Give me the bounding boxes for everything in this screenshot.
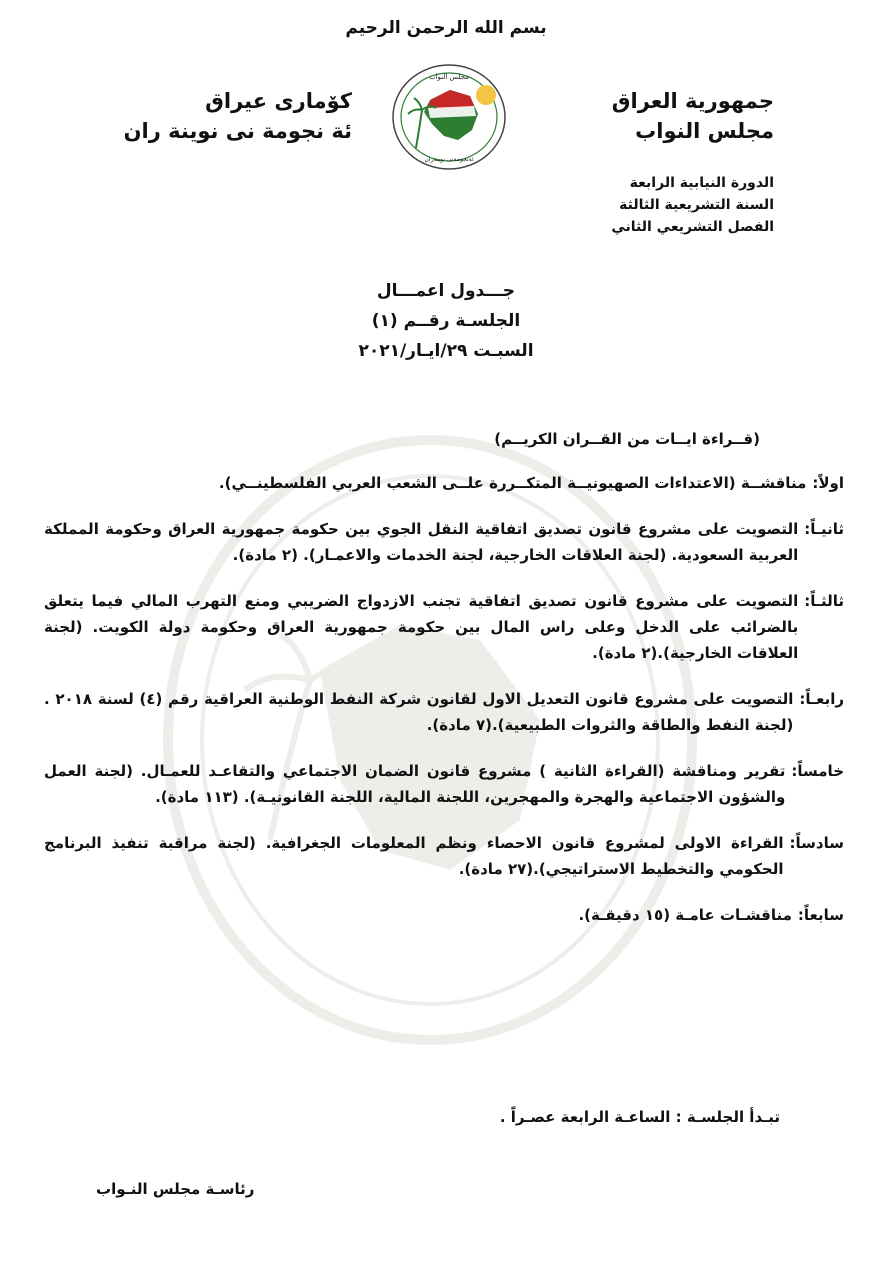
session-term: الدورة النيابية الرابعة: [629, 175, 774, 191]
agenda-item-text: التصويت على مشروع قانون التعديل الاول لقانون شركة النفط الوطنية العراقية رقم (٤) لسنة ٢٠١٨ .(لجنة النفط والطاقة والثروات الطبيعية).(٧ مادة).: [44, 690, 794, 734]
republic-name: جمهورية العراق: [611, 89, 774, 113]
agenda-item-ordinal: اولاً:: [812, 474, 844, 492]
signature-text: رئاسـة مجلس النـواب: [96, 1180, 255, 1198]
session-info: [514, 172, 774, 238]
agenda-item-ordinal: رابعـاً:: [799, 690, 844, 708]
agenda-heading: [0, 276, 892, 366]
agenda-title: جـــدول اعمـــال: [376, 281, 516, 301]
agenda-item-ordinal: ثالثـاً:: [804, 592, 844, 610]
logo-top-text: مجلس النواب: [428, 73, 470, 81]
agenda-item: [44, 830, 844, 882]
logo-bottom-text: ئةنجومةنى نوينةران: [424, 156, 474, 163]
session-year: السنة التشريعية الثالثة: [619, 197, 774, 213]
agenda-item: [44, 470, 844, 496]
kurdish-header: [112, 86, 352, 146]
arabic-header: [534, 86, 774, 146]
agenda-item-text: التصويت على مشروع قانون تصديق اتفاقية النقل الجوي بين حكومة جمهورية العراق وحكومة المملكة العربية السعودية. (لجنة العلاقات الخارجية، لجنة الخدمات والاعمـار). (٢ مادة).: [44, 520, 799, 564]
agenda-item-ordinal: خامساً:: [791, 762, 844, 780]
agenda-items: [44, 470, 844, 948]
agenda-item-ordinal: سابعاً:: [797, 906, 844, 924]
session-date: السبـت ٢٩/ايـار/٢٠٢١: [358, 341, 534, 361]
agenda-item-text: القراءة الاولى لمشروع قانون الاحصاء ونظم المعلومات الجغرافية. (لجنة مراقبة تنفيذ البرنامج الحكومي والتخطيط الاستراتيجي).(٢٧ مادة).: [44, 834, 784, 878]
quran-opening: (قــراءة ايــات من القــران الكريــم): [494, 430, 760, 448]
agenda-item-ordinal: ثانيـاً:: [804, 520, 844, 538]
agenda-item-ordinal: سادساً:: [789, 834, 844, 852]
council-name: مجلس النواب: [635, 119, 774, 143]
parliament-logo-icon: [388, 62, 510, 172]
basmala: بسم الله الرحمن الرحيم: [345, 18, 547, 38]
kurdish-council-name: ئة نجومة نى نوينة ران: [123, 119, 352, 143]
agenda-item-text: تقرير ومناقشة (القراءة الثانية ) مشروع قانون الضمان الاجتماعي والتقاعـد للعمـال. (لجنة العمل والشؤون الاجتماعية والهجرة والمهجرين، اللجنة المالية، اللجنة القانونيـة). (١١٣ مادة).: [44, 762, 786, 806]
session-start-time: تبـدأ الجلسـة : الساعـة الرابعة عصـراً .: [499, 1108, 780, 1126]
signature-block: [96, 1180, 356, 1198]
agenda-item: [44, 758, 844, 810]
agenda-item-text: مناقشـات عامـة (١٥ دقيقـة).: [578, 906, 792, 924]
agenda-item: [44, 588, 844, 666]
agenda-item: [44, 516, 844, 568]
agenda-item: [44, 686, 844, 738]
session-number: الجلسـة رقــم (١): [371, 311, 521, 331]
kurdish-republic-name: كۆماری عیراق: [205, 89, 352, 113]
agenda-item: [44, 902, 844, 928]
agenda-item-text: مناقشــة (الاعتداءات الصهيونيــة المتكــررة علــى الشعب العربي الفلسطينــي).: [218, 474, 807, 492]
session-chapter: الفصل التشريعي الثاني: [611, 219, 774, 235]
agenda-item-text: التصويت على مشروع قانون تصديق اتفاقية تجنب الازدواج الضريبي ومنع التهرب المالي فيما يتعلق بالضرائب على الدخل وعلى راس المال بين حكومة جمهورية العراق وحكومة دولة الكويت. (لجنة العلاقات الخارجية).(٢ مادة).: [44, 592, 799, 662]
